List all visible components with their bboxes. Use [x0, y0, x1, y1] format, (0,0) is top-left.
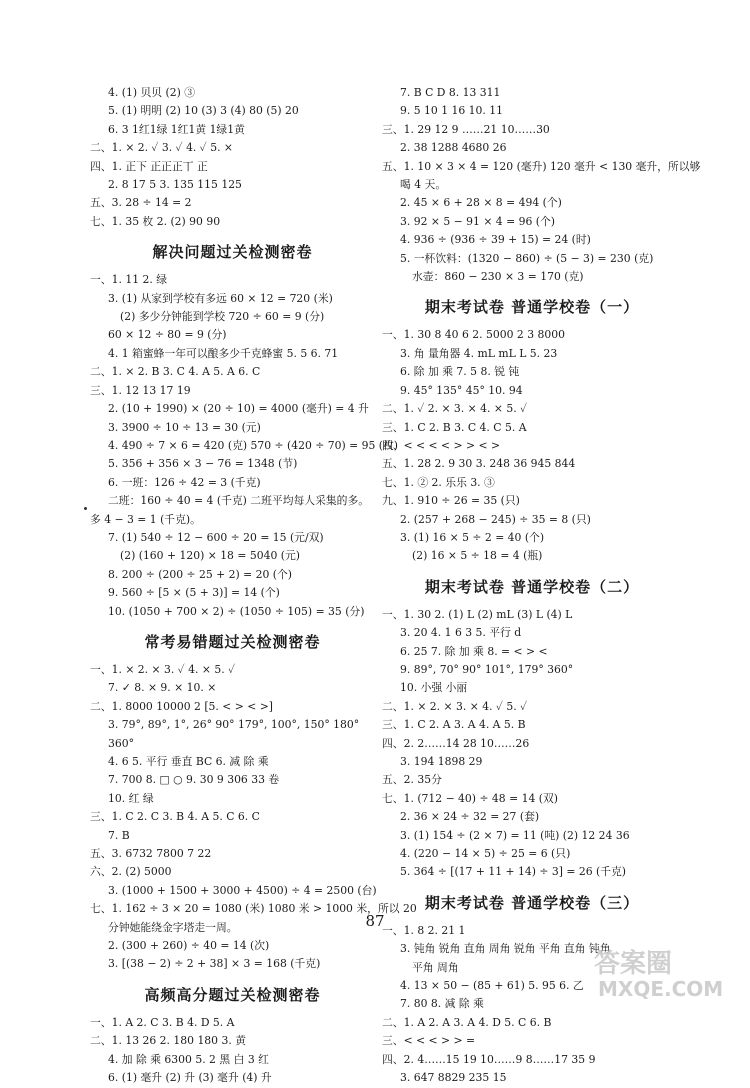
section-heading: 期末考试卷 普通学校卷（三）: [424, 893, 640, 912]
answer-line: 7. 700 8. □ ○ 9. 30 9 306 33 卷: [108, 773, 280, 787]
page-number: 87: [365, 912, 385, 930]
answer-line: 6. 一班：126 ÷ 42 = 3 (千克): [108, 475, 261, 489]
answer-line: 7. ✓ 8. × 9. × 10. ×: [108, 681, 217, 695]
answer-line: 三、1. C 2. A 3. A 4. A 5. B: [382, 718, 526, 732]
answer-line: 二、1. × 2. B 3. C 4. A 5. A 6. C: [90, 365, 261, 379]
answer-line: 二、1. × 2. ✓ 3. ✓ 4. ✓ 5. ×: [90, 141, 233, 155]
answer-line: 3. (1000 + 1500 + 3000 + 4500) ÷ 4 = 2500 (台): [108, 883, 377, 897]
answer-line: 8. 200 ÷ (200 ÷ 25 + 2) = 20 (个): [108, 567, 293, 581]
section-heading: 期末考试卷 普通学校卷（二）: [424, 577, 640, 596]
answer-line: 三、1. C 2. C 3. B 4. A 5. C 6. C: [90, 810, 260, 824]
answer-line: 60 × 12 ÷ 80 = 9 (分): [108, 328, 227, 342]
answer-line: 六、2. (2) 5000: [90, 865, 172, 879]
answer-line: 五、1. 10 × 3 × 4 = 120 (毫升) 120 毫升 < 130 毫升，所以够: [382, 159, 701, 173]
answer-line: 一、1. 11 2. 绿: [90, 273, 168, 287]
answer-line: 3. 20 4. 1 6 3 5. 平行 d: [400, 626, 522, 640]
answer-line: 5. 一杯饮料：(1320 − 860) ÷ (5 − 3) = 230 (克): [400, 251, 654, 265]
section-heading: 高频高分题过关检测密卷: [144, 985, 321, 1004]
section-heading: 解决问题过关检测密卷: [152, 243, 313, 262]
answer-line: 二、1. A 2. A 3. A 4. D 5. C 6. B: [382, 1015, 552, 1029]
section-heading: 常考易错题过关检测密卷: [144, 632, 321, 651]
answer-line: 7. (1) 540 ÷ 12 − 600 ÷ 20 = 15 (元/双): [108, 530, 324, 544]
watermark-text-url: MXQE.COM: [598, 977, 724, 1001]
answer-line: 2. 45 × 6 + 28 × 8 = 494 (个): [400, 196, 562, 210]
answer-line: (2) 多少分钟能到学校 720 ÷ 60 = 9 (分): [120, 310, 325, 324]
answer-line: 三、1. C 2. B 3. C 4. C 5. A: [382, 420, 527, 434]
answer-line: 3. 92 × 5 − 91 × 4 = 96 (个): [400, 214, 555, 228]
answer-line: 三、< < < > > =: [382, 1034, 476, 1048]
watermark-text-cn: 答案圈: [594, 949, 673, 979]
answer-line: 5. 364 ÷ [(17 + 11 + 14) ÷ 3] = 26 (千克): [400, 865, 627, 879]
answer-line: 6. 25 7. 除 加 乘 8. = < > <: [400, 644, 548, 658]
answer-line: 3. (1) 154 ÷ (2 × 7) = 11 (吨) (2) 12 24 36: [400, 828, 630, 842]
answer-line: 3. 647 8829 235 15: [400, 1071, 507, 1085]
answer-line: 九、1. 910 ÷ 26 = 35 (只): [382, 494, 520, 508]
answer-line: 4. (220 − 14 × 5) ÷ 25 = 6 (只): [400, 847, 571, 861]
answer-line: 七、1. 162 ÷ 3 × 20 = 1080 (米) 1080 米 > 1000 米，所以 20: [90, 902, 417, 916]
answer-line: 分钟她能绕金字塔走一周。: [108, 920, 238, 934]
answer-line: 3. 79°, 89°, 1°, 26° 90° 179°, 100°, 150° 180°: [108, 718, 360, 732]
answer-line: 一、1. A 2. C 3. B 4. D 5. A: [90, 1015, 235, 1029]
answer-line: 4. 13 × 50 − (85 + 61) 5. 95 6. 乙: [400, 979, 584, 993]
answer-line: 四、1. 正下 正正正丅 正: [90, 159, 208, 173]
answer-line: 七、1. ② 2. 乐乐 3. ③: [382, 475, 495, 489]
answer-line: 七、1. 35 枚 2. (2) 90 90: [90, 214, 221, 228]
answer-line: 五、1. 28 2. 9 30 3. 248 36 945 844: [382, 457, 576, 471]
answer-line: 2. (257 + 268 − 245) ÷ 35 = 8 (只): [400, 512, 591, 526]
answer-line: 五、3. 28 ÷ 14 = 2: [90, 196, 192, 210]
answer-line: 3. [(38 − 2) ÷ 2 + 38] × 3 = 168 (千克): [108, 957, 321, 971]
answer-line: 水壶：860 − 230 × 3 = 170 (克): [412, 270, 584, 284]
answer-line: 二、1. 13 26 2. 180 180 3. 黄: [90, 1034, 247, 1048]
answer-line: 七、1. (712 − 40) ÷ 48 = 14 (双): [382, 791, 558, 805]
answer-line: 4. 1 箱蜜蜂一年可以酿多少千克蜂蜜 5. 5 6. 71: [108, 346, 339, 360]
answer-line: 二、1. × 2. × 3. × 4. ✓ 5. ✓: [382, 699, 528, 713]
answer-line: 6. 除 加 乘 7. 5 8. 锐 钝: [400, 365, 520, 379]
answer-line: 6. (1) 毫升 (2) 升 (3) 毫升 (4) 升: [108, 1071, 272, 1085]
answer-line: 2. (10 + 1990) × (20 ÷ 10) = 4000 (毫升) = 4 升: [108, 402, 369, 416]
answer-line: 5. 356 + 356 × 3 − 76 = 1348 (节): [108, 457, 298, 471]
answer-line: 平角 周角: [412, 960, 459, 974]
answer-line: 7. B C D 8. 13 311: [400, 86, 501, 99]
answer-line: 四、< < < < > > < >: [382, 438, 500, 452]
answer-line: 10. 小强 小丽: [400, 681, 468, 695]
answer-line: 10. 红 绿: [108, 791, 154, 805]
answer-line: 5. (1) 明明 (2) 10 (3) 3 (4) 80 (5) 20: [108, 104, 299, 118]
answer-line: 一、1. 30 8 40 6 2. 5000 2 3 8000: [382, 328, 565, 342]
answer-line: 6. 3 1红1绿 1红1黄 1绿1黄: [108, 122, 245, 136]
answer-line: 二班：160 ÷ 40 = 4 (千克) 二班平均每人采集的多。: [108, 494, 370, 508]
right-column: [382, 84, 701, 1088]
answer-line: 四、2. 2……14 28 10……26: [382, 736, 530, 750]
answer-line: 2. 36 × 24 ÷ 32 = 27 (套): [400, 810, 540, 824]
answer-line: 9. 89°, 70° 90° 101°, 179° 360°: [400, 662, 574, 676]
answer-line: 五、3. 6732 7800 7 22: [90, 847, 212, 861]
answer-line: (2) (160 + 120) × 18 = 5040 (元): [120, 549, 300, 563]
answer-line: 喝 4 天。: [400, 178, 447, 192]
watermark-logo: [588, 942, 738, 1002]
answer-line: 3. 钝角 锐角 直角 周角 锐角 平角 直角 钝角: [400, 942, 611, 956]
answer-line: 二、1. 8000 10000 2 [5. < > < >]: [90, 699, 273, 713]
answer-line: 2. 8 17 5 3. 135 115 125: [108, 178, 242, 192]
answer-line: 4. (1) 贝贝 (2) ③: [108, 86, 196, 99]
answer-line: 4. 936 ÷ (936 ÷ 39 + 15) = 24 (时): [400, 233, 591, 247]
answer-line: 360°: [108, 736, 135, 750]
answer-line: 4. 加 除 乘 6300 5. 2 黑 白 3 红: [108, 1052, 269, 1066]
answer-line: (2) 16 × 5 ÷ 18 = 4 (瓶): [412, 549, 543, 563]
answer-line: 7. 80 8. 减 除 乘: [400, 997, 484, 1011]
answer-line: 一、1. 30 2. (1) L (2) mL (3) L (4) L: [382, 607, 573, 621]
answer-line: 三、1. 12 13 17 19: [90, 383, 191, 397]
answer-line: 一、1. 8 2. 21 1: [382, 923, 466, 937]
answer-line: 3. 角 量角器 4. mL mL L 5. 23: [400, 346, 558, 360]
answer-line: 2. (300 + 260) ÷ 40 = 14 (次): [108, 939, 270, 953]
answer-line: 10. (1050 + 700 × 2) ÷ (1050 ÷ 105) = 35 (分): [108, 604, 365, 618]
section-heading: 期末考试卷 普通学校卷（一）: [424, 298, 640, 317]
answer-line: 4. 6 5. 平行 垂直 BC 6. 减 除 乘: [108, 755, 269, 768]
answer-line: 7. B: [108, 828, 130, 842]
answer-line: 3. (1) 16 × 5 ÷ 2 = 40 (个): [400, 530, 545, 544]
answer-line: 3. (1) 从家到学校有多远 60 × 12 = 720 (米): [108, 291, 333, 305]
answer-line: 3. 194 1898 29: [400, 755, 483, 768]
answer-line: 3. 3900 ÷ 10 ÷ 13 = 30 (元): [108, 420, 261, 434]
answer-line: 一、1. × 2. × 3. ✓ 4. × 5. ✓: [90, 662, 236, 676]
answer-line: 2. 38 1288 4680 26: [400, 141, 507, 155]
answer-line: 4. 490 ÷ 7 × 6 = 420 (克) 570 ÷ (420 ÷ 70) = 95 (枚): [108, 438, 399, 452]
answer-line: 五、2. 35分: [382, 773, 442, 787]
answer-line: 三、1. 29 12 9 ……21 10……30: [382, 122, 550, 136]
answer-line: 9. 45° 135° 45° 10. 94: [400, 383, 523, 397]
answer-line: 9. 5 10 1 16 10. 11: [400, 104, 504, 118]
answer-line: 二、1. ✓ 2. × 3. × 4. × 5. ✓: [382, 402, 528, 416]
answer-line: 四、2. 4……15 19 10……9 8……17 35 9: [382, 1052, 596, 1066]
answer-line: 9. 560 ÷ [5 × (5 + 3)] = 14 (个): [108, 586, 280, 600]
stray-dot: [84, 507, 87, 510]
answer-line: 多 4 − 3 = 1 (千克)。: [90, 512, 201, 526]
